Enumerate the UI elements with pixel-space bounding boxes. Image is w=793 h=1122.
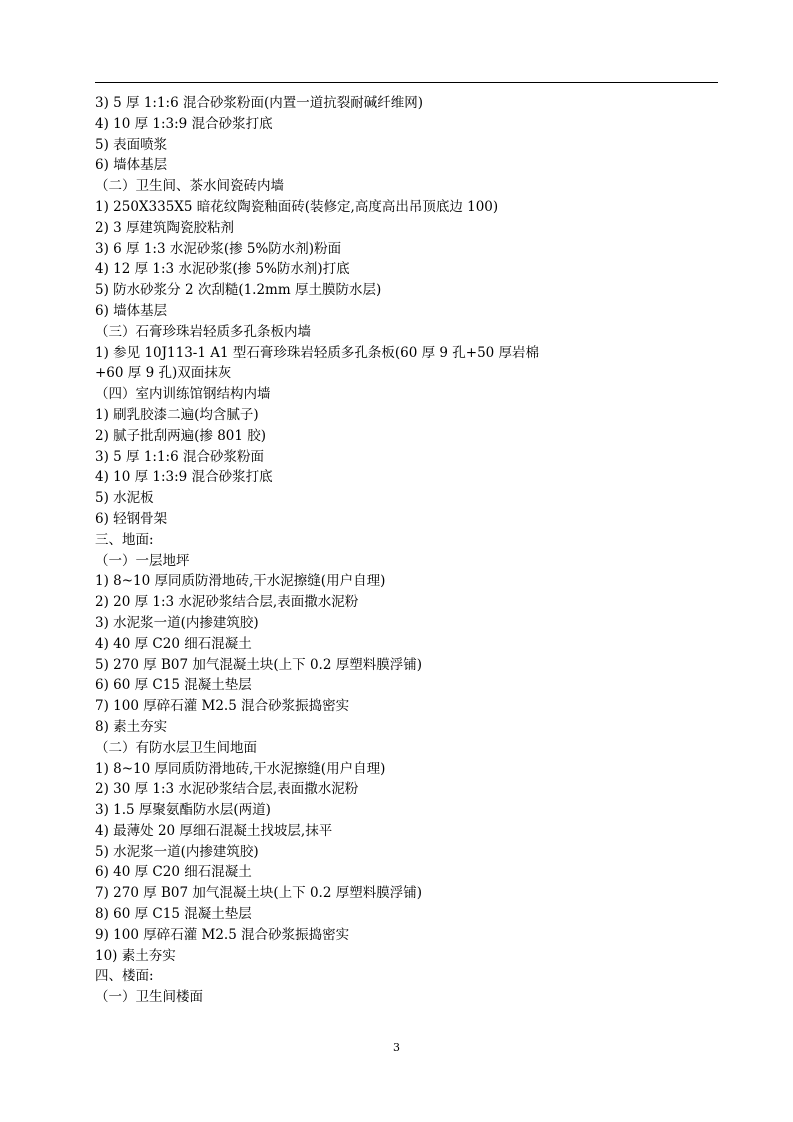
- section-subheading: （四）室内训练馆钢结构内墙: [95, 386, 271, 403]
- text-line: 3) 5 厚 1:1:6 混合砂浆粉面: [95, 448, 264, 465]
- text-line: 1) 8~10 厚同质防滑地砖,干水泥擦缝(用户自理): [95, 573, 386, 590]
- text-line: 4) 10 厚 1:3:9 混合砂浆打底: [95, 115, 273, 132]
- text-line: 4) 10 厚 1:3:9 混合砂浆打底: [95, 469, 273, 486]
- text-line: 2) 3 厚建筑陶瓷胶粘剂: [95, 219, 235, 236]
- text-line: 8) 素土夯实: [95, 718, 168, 735]
- section-heading: 三、地面:: [95, 531, 154, 548]
- text-line: 3) 1.5 厚聚氨酯防水层(两道): [95, 802, 271, 819]
- section-subheading: （二）有防水层卫生间地面: [95, 739, 257, 756]
- text-line: 7) 100 厚碎石灌 M2.5 混合砂浆振捣密实: [95, 698, 350, 715]
- text-line: 4) 40 厚 C20 细石混凝土: [95, 635, 252, 652]
- text-line: +60 厚 9 孔)双面抹灰: [95, 365, 232, 382]
- text-line: 4) 12 厚 1:3 水泥砂浆(掺 5%防水剂)打底: [95, 261, 350, 278]
- text-line: 5) 表面喷浆: [95, 136, 168, 153]
- header-rule: [95, 82, 718, 83]
- text-line: 5) 防水砂浆分 2 次刮糙(1.2mm 厚土膜防水层): [95, 282, 382, 299]
- text-line: 6) 墙体基层: [95, 157, 168, 174]
- text-line: 10) 素土夯实: [95, 947, 176, 964]
- text-line: 6) 轻钢骨架: [95, 510, 168, 527]
- text-line: 2) 腻子批刮两遍(掺 801 胶): [95, 427, 267, 444]
- text-line: 3) 6 厚 1:3 水泥砂浆(掺 5%防水剂)粉面: [95, 240, 342, 257]
- text-line: 7) 270 厚 B07 加气混凝土块(上下 0.2 厚塑料膜浮铺): [95, 885, 422, 902]
- text-line: 8) 60 厚 C15 混凝土垫层: [95, 906, 252, 923]
- text-line: 5) 水泥浆一道(内掺建筑胶): [95, 843, 259, 860]
- text-line: 2) 20 厚 1:3 水泥砂浆结合层,表面撒水泥粉: [95, 594, 359, 611]
- text-line: 6) 墙体基层: [95, 302, 168, 319]
- document-body: [95, 93, 720, 1008]
- section-heading: 四、楼面:: [95, 968, 154, 985]
- text-line: 1) 刷乳胶漆二遍(均含腻子): [95, 406, 259, 423]
- page-number: 3: [393, 1041, 400, 1054]
- section-subheading: （三）石膏珍珠岩轻质多孔条板内墙: [95, 323, 311, 340]
- text-line: 5) 水泥板: [95, 490, 154, 507]
- text-line: 6) 60 厚 C15 混凝土垫层: [95, 677, 252, 694]
- section-subheading: （一）一层地坪: [95, 552, 190, 569]
- text-line: 5) 270 厚 B07 加气混凝土块(上下 0.2 厚塑料膜浮铺): [95, 656, 422, 673]
- text-line: 6) 40 厚 C20 细石混凝土: [95, 864, 252, 881]
- text-line: 1) 250X335X5 暗花纹陶瓷釉面砖(装修定,高度高出吊顶底边 100): [95, 198, 499, 215]
- text-line: 2) 30 厚 1:3 水泥砂浆结合层,表面撒水泥粉: [95, 781, 359, 798]
- text-line: 1) 8~10 厚同质防滑地砖,干水泥擦缝(用户自理): [95, 760, 386, 777]
- text-line: 1) 参见 10J113-1 A1 型石膏珍珠岩轻质多孔条板(60 厚 9 孔+50 厚岩棉: [95, 344, 540, 361]
- section-subheading: （一）卫生间楼面: [95, 989, 203, 1006]
- section-subheading: （二）卫生间、茶水间瓷砖内墙: [95, 178, 284, 195]
- text-line: 9) 100 厚碎石灌 M2.5 混合砂浆振捣密实: [95, 926, 350, 943]
- text-line: 3) 5 厚 1:1:6 混合砂浆粉面(内置一道抗裂耐碱纤维网): [95, 95, 424, 111]
- text-line: 4) 最薄处 20 厚细石混凝土找坡层,抹平: [95, 822, 333, 839]
- text-line: 3) 水泥浆一道(内掺建筑胶): [95, 614, 259, 631]
